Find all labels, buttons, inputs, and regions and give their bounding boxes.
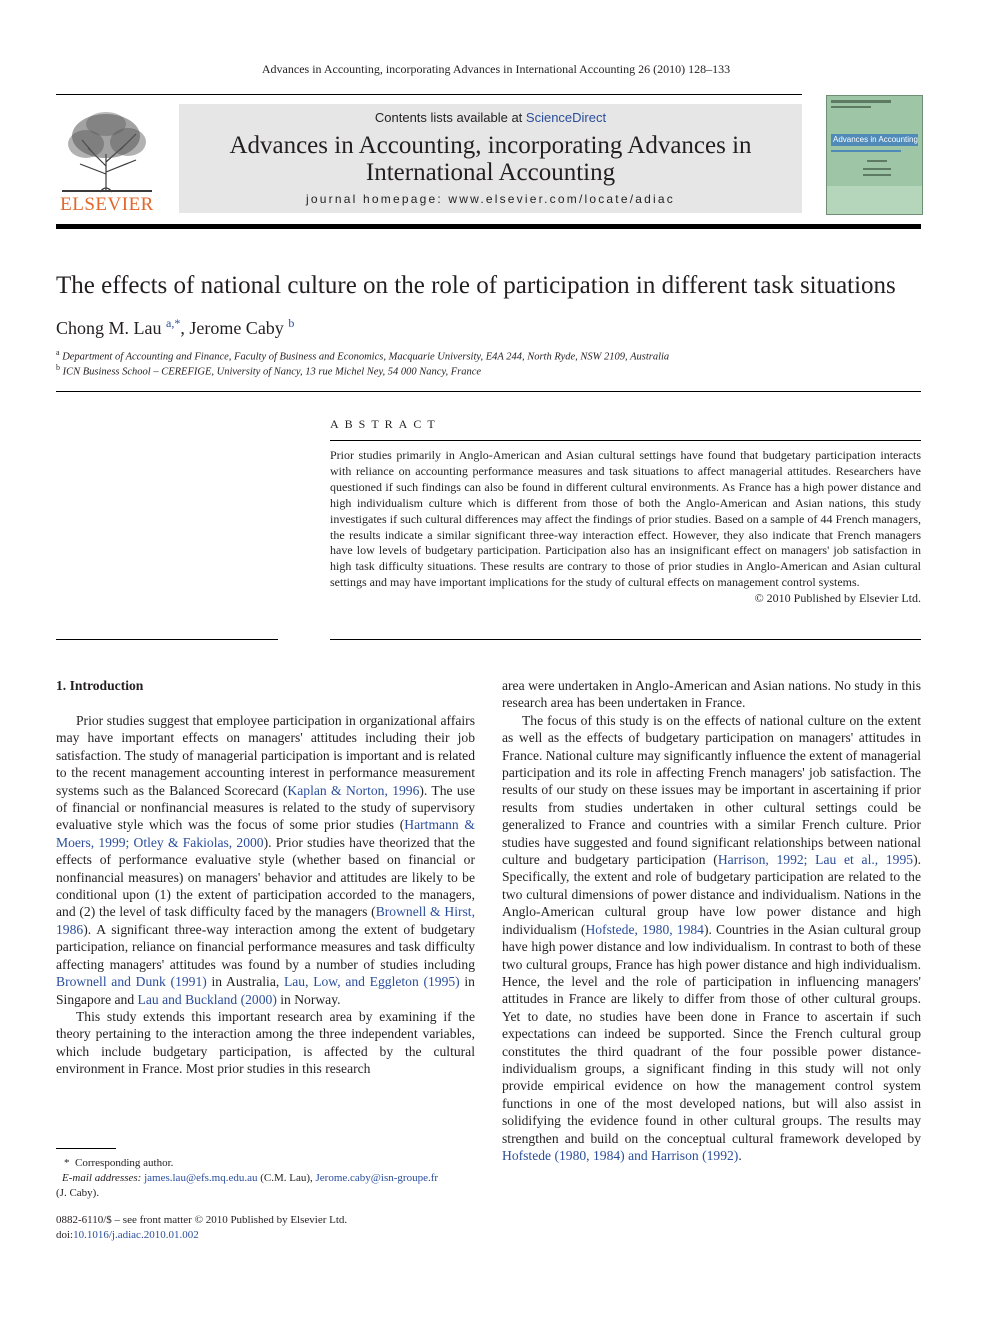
journal-homepage[interactable]: journal homepage: www.elsevier.com/locate/adiac	[306, 192, 675, 206]
elsevier-tree-icon	[56, 104, 158, 214]
right-column	[502, 677, 921, 1164]
email-label: E-mail addresses:	[62, 1172, 142, 1184]
citation-link[interactable]: Harrison, 1992; Lau et al., 1995	[717, 852, 914, 868]
paragraph	[56, 712, 475, 1008]
paragraph	[502, 712, 921, 1165]
journal-title-line-2: International Accounting	[365, 159, 616, 186]
contents-prefix: Contents lists available at	[374, 110, 526, 125]
sciencedirect-link[interactable]: ScienceDirect	[525, 110, 607, 125]
author-name: Jerome Caby	[189, 318, 284, 338]
citation-link[interactable]: Hartmann & Moers, 1999; Otley & Fakiolas, 2000	[56, 817, 475, 850]
elsevier-wordmark: ELSEVIER	[60, 194, 154, 214]
abstract-bottom-rule	[330, 639, 921, 640]
body-text: in Norway.	[276, 991, 341, 1007]
abstract-text: Prior studies primarily in Anglo-American and Asian cultural settings have found that budgetary participation interacts with reliance on accounting performance measures and task situations to affect managerial attitudes. Researchers have questioned if such findings can also be found in different cultural environments. As France has a high power distance and high individualism culture which is different from those of both the Anglo-American and Asian nations, this study investigates if such cultural differences may affect the findings of prior studies. Based on a sample of 44 French managers, the results indicate a similar significant three-way interaction effect. However, they also indicate that French managers have low levels of budgetary participation. Participation also has an insignificant effect on managers' job satisfaction in high task difficulty situations. These results are contrary to those of prior studies in Anglo-American and Asian cultural settings and may have important implications for the study of cultural effects on management control systems.	[330, 448, 921, 590]
affiliation-mark: a	[56, 348, 60, 357]
issn-line: 0882-6110/$ – see front matter © 2010 Published by Elsevier Ltd.	[56, 1214, 348, 1226]
citation-link[interactable]: Brownell & Hirst, 1986	[56, 904, 475, 937]
header-rule	[56, 94, 802, 95]
body-text: ). Prior studies have theorized that the effects of performance evaluative style (whether based on financial or nonfinancial measures) on managers' behavior and attitudes are likely to be conditional upon (1) the extent of participation accorded to the managers, and (2) the level of task difficulty faced by the managers (	[56, 834, 475, 920]
left-short-rule	[56, 639, 278, 640]
citation-link[interactable]: Lau and Buckland (2000)	[137, 991, 277, 1007]
left-column	[56, 712, 475, 1078]
asterisk-icon: *	[64, 1157, 70, 1169]
cover-title: Advances in Accounting	[833, 135, 918, 144]
author-list: Chong M. Lau $^{a,*}$, Jerome Caby $^b$	[56, 316, 295, 338]
body-text: in Australia,	[206, 974, 284, 990]
paragraph	[56, 1008, 475, 1078]
body-text: area were undertaken in Anglo-American and Asian nations. No study in this research area has been undertaken in France.	[502, 678, 921, 711]
abstract-rule	[330, 440, 921, 441]
journal-title	[179, 132, 802, 186]
affiliation-mark: b	[56, 363, 60, 372]
front-matter	[56, 1213, 347, 1243]
paragraph	[502, 677, 921, 712]
citation-link[interactable]: Hofstede, 1980, 1984	[585, 921, 704, 937]
body-text: .	[738, 1147, 742, 1163]
footnote	[56, 1156, 486, 1201]
citation-link[interactable]: Brownell and Dunk (1991)	[56, 974, 207, 990]
affiliation-rule	[56, 391, 921, 392]
article-title: The effects of national culture on the role of participation in different task situations	[56, 272, 896, 299]
abstract-heading: ABSTRACT	[330, 417, 441, 431]
citation-link[interactable]: Lau, Low, and Eggleton (1995)	[283, 974, 460, 990]
header-thick-rule	[56, 224, 921, 229]
affiliation-b	[56, 363, 916, 378]
body-text: ). The use of financial or nonfinancial measures is related to the study of supervisory evaluative style which was the focus of some prior studies (	[56, 782, 476, 833]
abstract-copyright: © 2010 Published by Elsevier Ltd.	[754, 591, 921, 606]
citation-link[interactable]: Kaplan & Norton, 1996	[287, 782, 420, 798]
journal-title-line-1: Advances in Accounting, incorporating Advances in	[229, 132, 752, 159]
author-name: Chong M. Lau	[56, 318, 162, 338]
email-link-caby[interactable]: Jerome.caby@isn-groupe.fr	[315, 1172, 439, 1184]
journal-banner	[179, 104, 802, 213]
abstract-block	[330, 448, 921, 607]
author-affiliation-mark[interactable]: a,*	[166, 316, 181, 330]
body-text: in Singapore and	[56, 974, 475, 1007]
journal-citation: Advances in Accounting, incorporating Advances in International Accounting 26 (2010) 128–133	[261, 62, 731, 76]
body-text: The focus of this study is on the effects of national culture on the extent as well as the effects of budgetary participation on managers' attitudes in France. National culture may significantly influence the extent of managerial participation and its role in affecting French managers' job satisfaction. The results of our study on these issues may be important in ascertaining if prior results from studies undertaken in other cultural settings could be generalized to France and countries with a similar French culture. Prior studies have suggested and found significant relationships between national culture and budgetary participation (	[502, 712, 921, 868]
body-text: ). Specifically, the extent and role of budgetary participation are related to the two cultural dimensions of power distance and individualism. Nations in the Anglo-American cultural group have low power distance and high individualism (	[502, 852, 921, 937]
email-link-lau[interactable]: james.lau@efs.mq.edu.au	[144, 1172, 258, 1184]
email-owner: (J. Caby).	[56, 1187, 100, 1199]
affiliation-text: Department of Accounting and Finance, Faculty of Business and Economics, Macquarie University, E4A 244, North Ryde, NSW 2109, Australia	[62, 351, 670, 363]
body-text: Prior studies suggest that employee participation in organizational affairs may have important effects on managers' attitudes including their job satisfaction. The study of managerial participation is important and is related to the recent management accounting interest in performance measurement systems such as the Balanced Scorecard (	[56, 713, 475, 798]
footnote-rule	[56, 1148, 116, 1149]
elsevier-logo	[56, 104, 158, 214]
journal-cover-thumbnail	[826, 95, 923, 215]
contents-line	[179, 110, 802, 125]
affiliation-a	[56, 348, 916, 363]
email-owner: (C.M. Lau),	[257, 1172, 316, 1184]
corresponding-author-label: Corresponding author.	[75, 1157, 174, 1169]
author-affiliation-mark[interactable]: b	[288, 316, 295, 330]
citation-link[interactable]: Hofstede (1980, 1984) and Harrison (1992)	[502, 1147, 739, 1163]
doi-prefix: doi:	[56, 1229, 74, 1241]
body-text: This study extends this important research area by examining if the theory pertaining to the interaction among the three independent variables, which include budgetary participation, is affected by the cultural environment in France. Most prior studies in this research	[56, 1008, 475, 1077]
body-text: ). Countries in the Asian cultural group have high power distance and low individualism. In contrast to both of these two cultural groups, France has high power distance and high individualism. Hence, the level and the role of participation in influencing managers' attitudes in France are likely to differ from those of other cultural groups. Yet to date, no studies have been done in France to ascertain if such expectations can indeed be supported. Since the French cultural group constitutes the third quadrant of the four possible power distance-individualism groups, a significant finding in this study will not only provide empirical evidence on how the management control system functions in one of the most developed nations, but will also assist in solidifying the evidence found in other cultural groups. The results may strengthen and build on the conceptual cultural framework developed by	[502, 921, 921, 1146]
body-text: ). A significant three-way interaction among the extent of budgetary participation, reliance on financial performance measures and task difficulty affecting managers' attitudes was found by a number of studies including	[56, 921, 475, 972]
doi-link[interactable]: 10.1016/j.adiac.2010.01.002	[73, 1229, 199, 1241]
affiliation-text: ICN Business School – CEREFIGE, University of Nancy, 13 rue Michel Ney, 54 000 Nancy, France	[62, 366, 482, 378]
section-heading-introduction: 1. Introduction	[56, 678, 144, 693]
